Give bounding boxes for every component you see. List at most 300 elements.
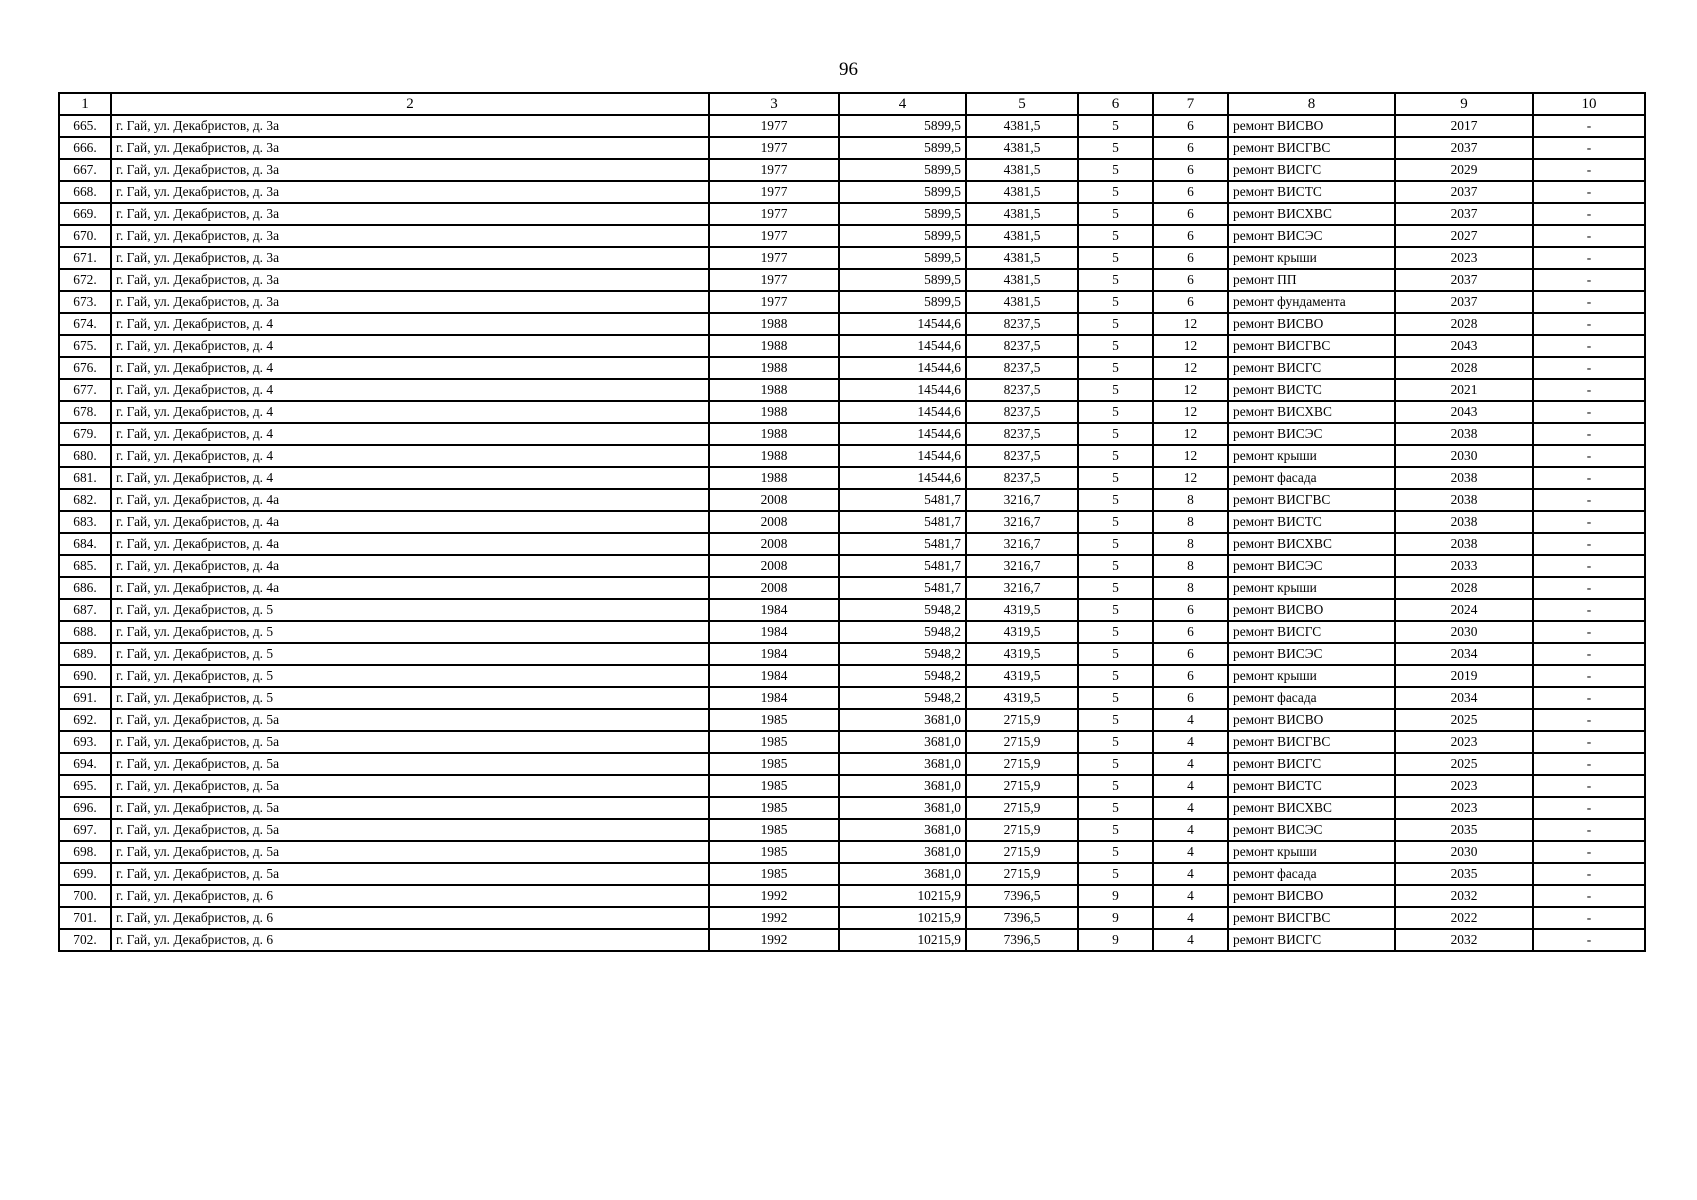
entrances-cell: 4 [1153,863,1228,885]
entrances-cell: 6 [1153,687,1228,709]
living-area-cell: 4381,5 [966,203,1078,225]
note-cell: - [1533,709,1645,731]
column-header: 6 [1078,93,1153,115]
entrances-cell: 6 [1153,599,1228,621]
total-area-cell: 5948,2 [839,621,966,643]
floors-cell: 5 [1078,775,1153,797]
row-number-cell: 683. [59,511,111,533]
entrances-cell: 12 [1153,401,1228,423]
work-type-cell: ремонт ВИСГС [1228,929,1395,951]
total-area-cell: 10215,9 [839,929,966,951]
total-area-cell: 5899,5 [839,159,966,181]
living-area-cell: 4381,5 [966,269,1078,291]
work-type-cell: ремонт ВИСХВС [1228,203,1395,225]
living-area-cell: 4381,5 [966,181,1078,203]
note-cell: - [1533,929,1645,951]
living-area-cell: 4381,5 [966,159,1078,181]
total-area-cell: 3681,0 [839,841,966,863]
living-area-cell: 8237,5 [966,401,1078,423]
total-area-cell: 5481,7 [839,577,966,599]
note-cell: - [1533,533,1645,555]
planned-year-cell: 2038 [1395,423,1533,445]
row-number-cell: 692. [59,709,111,731]
build-year-cell: 1985 [709,819,839,841]
address-cell: г. Гай, ул. Декабристов, д. 4а [111,533,709,555]
living-area-cell: 4319,5 [966,599,1078,621]
entrances-cell: 6 [1153,225,1228,247]
build-year-cell: 1977 [709,269,839,291]
build-year-cell: 1985 [709,709,839,731]
floors-cell: 5 [1078,115,1153,137]
address-cell: г. Гай, ул. Декабристов, д. 4 [111,357,709,379]
planned-year-cell: 2038 [1395,489,1533,511]
address-cell: г. Гай, ул. Декабристов, д. 3а [111,269,709,291]
address-cell: г. Гай, ул. Декабристов, д. 3а [111,137,709,159]
table-row [59,181,1645,203]
entrances-cell: 6 [1153,247,1228,269]
work-type-cell: ремонт ВИСЭС [1228,555,1395,577]
column-header: 8 [1228,93,1395,115]
address-cell: г. Гай, ул. Декабристов, д. 4 [111,335,709,357]
entrances-cell: 12 [1153,335,1228,357]
row-number-cell: 680. [59,445,111,467]
build-year-cell: 1977 [709,159,839,181]
work-type-cell: ремонт крыши [1228,577,1395,599]
table-row [59,643,1645,665]
note-cell: - [1533,577,1645,599]
total-area-cell: 10215,9 [839,907,966,929]
build-year-cell: 2008 [709,511,839,533]
entrances-cell: 12 [1153,467,1228,489]
total-area-cell: 14544,6 [839,423,966,445]
total-area-cell: 5899,5 [839,137,966,159]
work-type-cell: ремонт ВИСХВС [1228,401,1395,423]
table-row [59,357,1645,379]
note-cell: - [1533,357,1645,379]
total-area-cell: 14544,6 [839,313,966,335]
floors-cell: 5 [1078,423,1153,445]
total-area-cell: 5481,7 [839,533,966,555]
planned-year-cell: 2024 [1395,599,1533,621]
row-number-cell: 666. [59,137,111,159]
table-row [59,115,1645,137]
address-cell: г. Гай, ул. Декабристов, д. 3а [111,115,709,137]
address-cell: г. Гай, ул. Декабристов, д. 5а [111,775,709,797]
build-year-cell: 1988 [709,335,839,357]
total-area-cell: 3681,0 [839,819,966,841]
row-number-cell: 696. [59,797,111,819]
entrances-cell: 4 [1153,775,1228,797]
total-area-cell: 14544,6 [839,357,966,379]
address-cell: г. Гай, ул. Декабристов, д. 5а [111,797,709,819]
note-cell: - [1533,489,1645,511]
table-row [59,203,1645,225]
note-cell: - [1533,775,1645,797]
row-number-cell: 697. [59,819,111,841]
living-area-cell: 8237,5 [966,467,1078,489]
entrances-cell: 6 [1153,181,1228,203]
build-year-cell: 1984 [709,621,839,643]
work-type-cell: ремонт ВИСВО [1228,709,1395,731]
note-cell: - [1533,797,1645,819]
row-number-cell: 689. [59,643,111,665]
table-row [59,621,1645,643]
living-area-cell: 8237,5 [966,313,1078,335]
entrances-cell: 12 [1153,445,1228,467]
planned-year-cell: 2035 [1395,819,1533,841]
address-cell: г. Гай, ул. Декабристов, д. 4 [111,423,709,445]
living-area-cell: 3216,7 [966,511,1078,533]
row-number-cell: 673. [59,291,111,313]
entrances-cell: 6 [1153,203,1228,225]
floors-cell: 5 [1078,291,1153,313]
address-cell: г. Гай, ул. Декабристов, д. 5 [111,643,709,665]
floors-cell: 5 [1078,467,1153,489]
table-row [59,753,1645,775]
floors-cell: 5 [1078,401,1153,423]
total-area-cell: 14544,6 [839,335,966,357]
build-year-cell: 2008 [709,489,839,511]
planned-year-cell: 2033 [1395,555,1533,577]
total-area-cell: 3681,0 [839,709,966,731]
column-header: 4 [839,93,966,115]
living-area-cell: 2715,9 [966,797,1078,819]
planned-year-cell: 2030 [1395,621,1533,643]
table-row [59,467,1645,489]
total-area-cell: 5481,7 [839,489,966,511]
entrances-cell: 6 [1153,621,1228,643]
table-row [59,159,1645,181]
column-header: 2 [111,93,709,115]
table-row [59,775,1645,797]
table-row [59,247,1645,269]
living-area-cell: 8237,5 [966,379,1078,401]
work-type-cell: ремонт крыши [1228,841,1395,863]
living-area-cell: 3216,7 [966,489,1078,511]
floors-cell: 9 [1078,907,1153,929]
note-cell: - [1533,401,1645,423]
planned-year-cell: 2019 [1395,665,1533,687]
planned-year-cell: 2037 [1395,181,1533,203]
build-year-cell: 1992 [709,885,839,907]
total-area-cell: 3681,0 [839,863,966,885]
build-year-cell: 1992 [709,907,839,929]
build-year-cell: 2008 [709,577,839,599]
note-cell: - [1533,511,1645,533]
entrances-cell: 12 [1153,379,1228,401]
note-cell: - [1533,269,1645,291]
living-area-cell: 4319,5 [966,643,1078,665]
planned-year-cell: 2025 [1395,709,1533,731]
address-cell: г. Гай, ул. Декабристов, д. 3а [111,159,709,181]
build-year-cell: 1977 [709,181,839,203]
planned-year-cell: 2023 [1395,775,1533,797]
total-area-cell: 14544,6 [839,467,966,489]
build-year-cell: 1985 [709,863,839,885]
planned-year-cell: 2035 [1395,863,1533,885]
floors-cell: 5 [1078,599,1153,621]
planned-year-cell: 2029 [1395,159,1533,181]
table-row [59,709,1645,731]
table-row [59,599,1645,621]
note-cell: - [1533,445,1645,467]
build-year-cell: 1977 [709,291,839,313]
entrances-cell: 4 [1153,753,1228,775]
address-cell: г. Гай, ул. Декабристов, д. 5а [111,841,709,863]
build-year-cell: 1977 [709,225,839,247]
table-row [59,335,1645,357]
address-cell: г. Гай, ул. Декабристов, д. 5а [111,731,709,753]
work-type-cell: ремонт крыши [1228,665,1395,687]
floors-cell: 5 [1078,313,1153,335]
living-area-cell: 7396,5 [966,907,1078,929]
entrances-cell: 8 [1153,577,1228,599]
table-row [59,577,1645,599]
living-area-cell: 3216,7 [966,533,1078,555]
column-header: 1 [59,93,111,115]
column-header: 9 [1395,93,1533,115]
entrances-cell: 8 [1153,489,1228,511]
living-area-cell: 2715,9 [966,753,1078,775]
living-area-cell: 8237,5 [966,423,1078,445]
total-area-cell: 5899,5 [839,225,966,247]
build-year-cell: 1984 [709,687,839,709]
work-type-cell: ремонт ВИСВО [1228,885,1395,907]
work-type-cell: ремонт ВИСТС [1228,511,1395,533]
work-type-cell: ремонт ВИСГВС [1228,907,1395,929]
planned-year-cell: 2028 [1395,313,1533,335]
entrances-cell: 4 [1153,731,1228,753]
living-area-cell: 4319,5 [966,665,1078,687]
floors-cell: 5 [1078,181,1153,203]
entrances-cell: 6 [1153,665,1228,687]
address-cell: г. Гай, ул. Декабристов, д. 4а [111,577,709,599]
address-cell: г. Гай, ул. Декабристов, д. 4а [111,511,709,533]
planned-year-cell: 2038 [1395,533,1533,555]
build-year-cell: 1984 [709,643,839,665]
entrances-cell: 6 [1153,291,1228,313]
floors-cell: 5 [1078,203,1153,225]
total-area-cell: 3681,0 [839,797,966,819]
work-type-cell: ремонт ВИСЭС [1228,423,1395,445]
work-type-cell: ремонт ВИСГВС [1228,489,1395,511]
total-area-cell: 5948,2 [839,643,966,665]
work-type-cell: ремонт ВИСГС [1228,357,1395,379]
living-area-cell: 3216,7 [966,577,1078,599]
entrances-cell: 4 [1153,841,1228,863]
work-type-cell: ремонт ВИСЭС [1228,819,1395,841]
address-cell: г. Гай, ул. Декабристов, д. 5а [111,819,709,841]
planned-year-cell: 2028 [1395,577,1533,599]
work-type-cell: ремонт ВИСВО [1228,115,1395,137]
living-area-cell: 8237,5 [966,335,1078,357]
row-number-cell: 667. [59,159,111,181]
total-area-cell: 10215,9 [839,885,966,907]
floors-cell: 5 [1078,709,1153,731]
total-area-cell: 5948,2 [839,599,966,621]
living-area-cell: 3216,7 [966,555,1078,577]
table-row [59,687,1645,709]
note-cell: - [1533,555,1645,577]
address-cell: г. Гай, ул. Декабристов, д. 6 [111,929,709,951]
living-area-cell: 4381,5 [966,115,1078,137]
entrances-cell: 6 [1153,159,1228,181]
floors-cell: 5 [1078,247,1153,269]
floors-cell: 5 [1078,357,1153,379]
row-number-cell: 690. [59,665,111,687]
entrances-cell: 4 [1153,907,1228,929]
living-area-cell: 4381,5 [966,137,1078,159]
living-area-cell: 2715,9 [966,709,1078,731]
planned-year-cell: 2022 [1395,907,1533,929]
floors-cell: 5 [1078,159,1153,181]
address-cell: г. Гай, ул. Декабристов, д. 4а [111,555,709,577]
entrances-cell: 8 [1153,533,1228,555]
note-cell: - [1533,181,1645,203]
living-area-cell: 4381,5 [966,247,1078,269]
note-cell: - [1533,137,1645,159]
table-row [59,313,1645,335]
living-area-cell: 7396,5 [966,929,1078,951]
work-type-cell: ремонт ВИСТС [1228,775,1395,797]
work-type-cell: ремонт ВИСГВС [1228,335,1395,357]
build-year-cell: 1984 [709,665,839,687]
planned-year-cell: 2028 [1395,357,1533,379]
address-cell: г. Гай, ул. Декабристов, д. 5а [111,863,709,885]
living-area-cell: 8237,5 [966,445,1078,467]
note-cell: - [1533,819,1645,841]
row-number-cell: 685. [59,555,111,577]
entrances-cell: 6 [1153,269,1228,291]
note-cell: - [1533,313,1645,335]
table-row [59,797,1645,819]
work-type-cell: ремонт фундамента [1228,291,1395,313]
floors-cell: 5 [1078,335,1153,357]
row-number-cell: 695. [59,775,111,797]
address-cell: г. Гай, ул. Декабристов, д. 4а [111,489,709,511]
table-row [59,665,1645,687]
work-type-cell: ремонт ВИСТС [1228,379,1395,401]
total-area-cell: 5899,5 [839,181,966,203]
floors-cell: 5 [1078,863,1153,885]
row-number-cell: 678. [59,401,111,423]
row-number-cell: 688. [59,621,111,643]
floors-cell: 5 [1078,841,1153,863]
note-cell: - [1533,907,1645,929]
table-row [59,555,1645,577]
entrances-cell: 4 [1153,885,1228,907]
table-row [59,511,1645,533]
work-type-cell: ремонт ВИСЭС [1228,643,1395,665]
total-area-cell: 5899,5 [839,291,966,313]
floors-cell: 5 [1078,797,1153,819]
planned-year-cell: 2023 [1395,731,1533,753]
floors-cell: 5 [1078,687,1153,709]
planned-year-cell: 2037 [1395,203,1533,225]
build-year-cell: 1985 [709,797,839,819]
note-cell: - [1533,621,1645,643]
work-type-cell: ремонт ВИСВО [1228,313,1395,335]
row-number-cell: 674. [59,313,111,335]
floors-cell: 5 [1078,577,1153,599]
address-cell: г. Гай, ул. Декабристов, д. 4 [111,445,709,467]
work-type-cell: ремонт ВИСГС [1228,159,1395,181]
work-type-cell: ремонт ВИСГВС [1228,137,1395,159]
floors-cell: 5 [1078,731,1153,753]
total-area-cell: 14544,6 [839,379,966,401]
total-area-cell: 5899,5 [839,115,966,137]
build-year-cell: 1977 [709,247,839,269]
floors-cell: 5 [1078,489,1153,511]
table-row [59,929,1645,951]
row-number-cell: 681. [59,467,111,489]
address-cell: г. Гай, ул. Декабристов, д. 6 [111,907,709,929]
planned-year-cell: 2030 [1395,445,1533,467]
work-type-cell: ремонт ВИСТС [1228,181,1395,203]
total-area-cell: 5899,5 [839,269,966,291]
build-year-cell: 1988 [709,357,839,379]
entrances-cell: 6 [1153,643,1228,665]
entrances-cell: 4 [1153,819,1228,841]
row-number-cell: 694. [59,753,111,775]
entrances-cell: 4 [1153,929,1228,951]
address-cell: г. Гай, ул. Декабристов, д. 3а [111,291,709,313]
floors-cell: 9 [1078,885,1153,907]
row-number-cell: 665. [59,115,111,137]
living-area-cell: 8237,5 [966,357,1078,379]
note-cell: - [1533,665,1645,687]
build-year-cell: 1988 [709,313,839,335]
planned-year-cell: 2025 [1395,753,1533,775]
address-cell: г. Гай, ул. Декабристов, д. 5 [111,599,709,621]
row-number-cell: 701. [59,907,111,929]
build-year-cell: 1988 [709,467,839,489]
floors-cell: 5 [1078,379,1153,401]
table-body [59,115,1645,951]
planned-year-cell: 2021 [1395,379,1533,401]
total-area-cell: 3681,0 [839,753,966,775]
page-number: 96 [839,59,858,80]
row-number-cell: 700. [59,885,111,907]
floors-cell: 9 [1078,929,1153,951]
floors-cell: 5 [1078,269,1153,291]
row-number-cell: 668. [59,181,111,203]
row-number-cell: 679. [59,423,111,445]
work-type-cell: ремонт ВИСГС [1228,621,1395,643]
build-year-cell: 1988 [709,401,839,423]
build-year-cell: 1985 [709,775,839,797]
build-year-cell: 1985 [709,753,839,775]
floors-cell: 5 [1078,665,1153,687]
address-cell: г. Гай, ул. Декабристов, д. 5 [111,665,709,687]
note-cell: - [1533,885,1645,907]
planned-year-cell: 2023 [1395,247,1533,269]
note-cell: - [1533,753,1645,775]
living-area-cell: 4381,5 [966,225,1078,247]
address-cell: г. Гай, ул. Декабристов, д. 3а [111,203,709,225]
floors-cell: 5 [1078,445,1153,467]
build-year-cell: 1984 [709,599,839,621]
work-type-cell: ремонт фасада [1228,863,1395,885]
planned-year-cell: 2037 [1395,137,1533,159]
row-number-cell: 682. [59,489,111,511]
table-row [59,731,1645,753]
work-type-cell: ремонт ПП [1228,269,1395,291]
address-cell: г. Гай, ул. Декабристов, д. 5 [111,687,709,709]
row-number-cell: 677. [59,379,111,401]
entrances-cell: 4 [1153,797,1228,819]
total-area-cell: 3681,0 [839,731,966,753]
